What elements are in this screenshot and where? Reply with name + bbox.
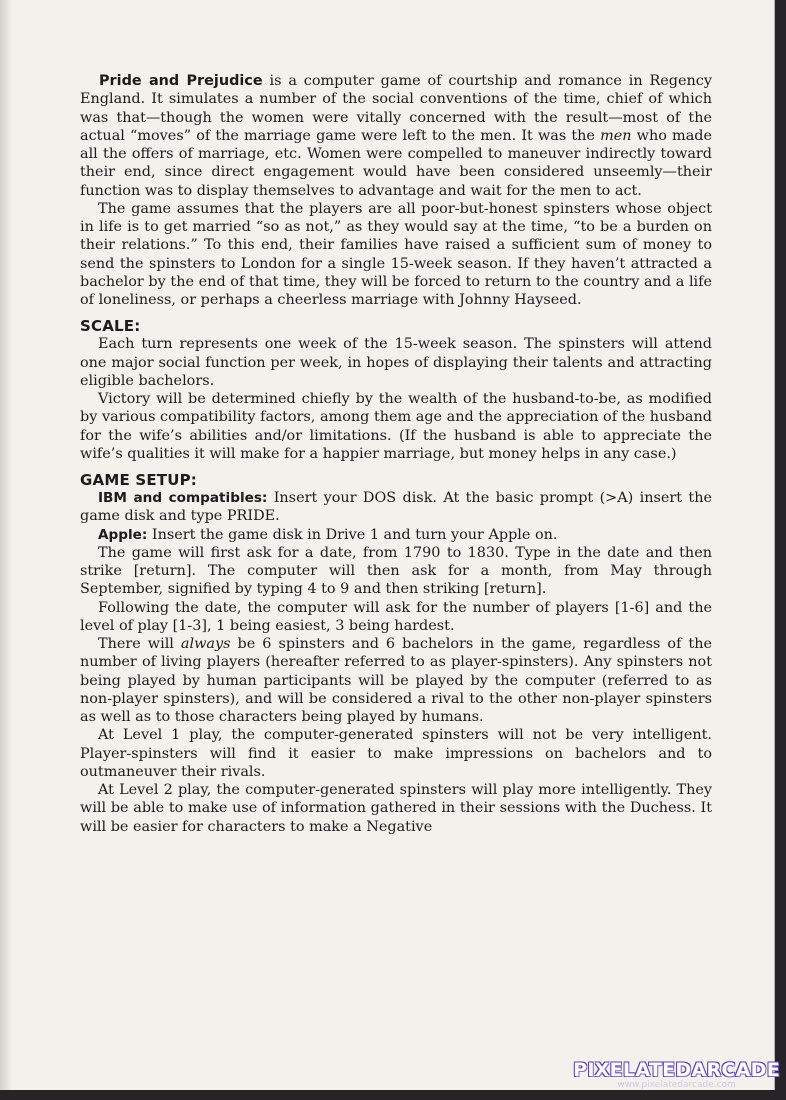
level-2-paragraph: At Level 2 play, the computer-generated spinsters will play more intelligently. They will be able to make use of information gathered in their sessions with the Duchess. It will be easier for characters to make a Negative [80, 782, 712, 835]
watermark-url: www.pixelatedarcade.com [617, 1080, 736, 1090]
site-watermark [573, 1060, 780, 1090]
page-body [80, 72, 712, 836]
intro-paragraph-2: The game assumes that the players are all poor-but-honest spinsters whose object in life is to get married “so as not,” as they would say at the time, “to be a burden on their relations.” To this end, their families have raised a sufficient sum of money to send the spinsters to London for a single 15-week season. If they haven’t attracted a bachelor by the end of that time, they will be forced to return to the country and a life of loneliness, or perhaps a cheerless marriage with Johnny Hayseed. [80, 200, 712, 308]
game-setup-heading: GAME SETUP: [80, 471, 197, 489]
scale-heading: SCALE: [80, 317, 141, 336]
date-paragraph: The game will first ask for a date, from 1790 to 1830. Type in the date and then strike [return]. The computer will then ask for a month, from May through September, signified by typing 4 to 9 and then striking [return]. [80, 544, 712, 598]
intro-paragraph-1: Pride and Prejudice is a computer game of courtship and romance in Regency England. It simulates a number of the social conventions of the time, chief of which was that—though the women were vitally concerned with the result—most of the actual “moves” of the marriage game were left to the men. It was the men who made all the offers of marriage, etc. Women were compelled to maneuver indirectly toward their end, since direct engagement would have been considered unseemly—their function was to display themselves to advantage and wait for the men to act. [80, 73, 712, 199]
ibm-label: IBM and compatibles: [98, 490, 268, 506]
game-title: Pride and Prejudice [99, 73, 263, 89]
spinsters-paragraph: There will always be 6 spinsters and 6 bachelors in the game, regardless of the number of living players (hereafter referred to as player-spinsters). Any spinsters not being played by human participants will be played by the computer (referred to as non-player spinsters), and will be considered a rival to the other non-player spinsters as well as to those characters being played by humans. [80, 636, 712, 725]
players-paragraph: Following the date, the computer will ask for the number of players [1-6] and the level of play [1-3], 1 being easiest, 3 being hardest. [80, 599, 712, 634]
apple-label: Apple: [98, 526, 148, 543]
scale-paragraph-1: Each turn represents one week of the 15-week season. The spinsters will attend one major social function per week, in hopes of displaying their talents and attracting eligible bachelors. [80, 336, 712, 389]
watermark-logo: PIXELATEDARCADE [573, 1059, 780, 1081]
level-1-paragraph: At Level 1 play, the computer-generated spinsters will not be very intelligent. Player-spinsters will find it easier to make impressions on bachelors and to outmaneuver their rivals. [80, 727, 712, 780]
apple-instructions: Apple: Insert the game disk in Drive 1 and turn your Apple on. [98, 526, 558, 543]
ibm-instructions: IBM and compatibles: Insert your DOS disk. At the basic prompt (>A) insert the game disk and type PRIDE. [80, 490, 712, 525]
scale-paragraph-2: Victory will be determined chiefly by the wealth of the husband-to-be, as modified by various compatibility factors, among them age and the appreciation of the husband for the wife’s abilities and/or limitations. (If the husband is able to appreciate the wife’s qualities it will make for a happier marriage, but money helps in any case.) [80, 391, 712, 462]
